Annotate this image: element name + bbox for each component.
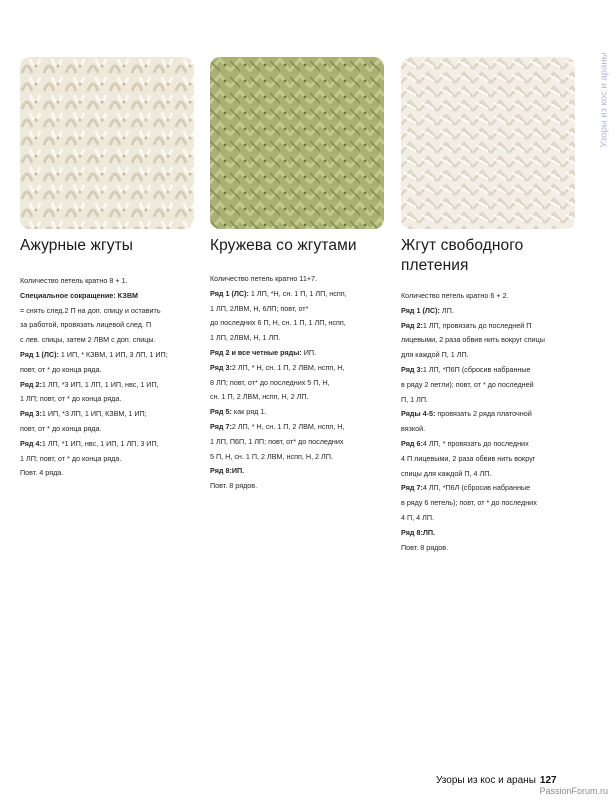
row-label: Специальное сокращение: КЗВМ	[20, 290, 138, 300]
instruction-text: 1 ЛП; повт, от * до конца ряда.	[20, 453, 122, 463]
row-label: Ряд 3:	[210, 362, 232, 372]
row-label: Ряд 2:	[401, 320, 423, 330]
instruction-line	[210, 302, 390, 317]
instruction-text: провязать 2 ряда платочной	[435, 409, 532, 419]
pattern-title: Ажурные жгуты	[20, 237, 134, 254]
instruction-text: сн. 1 П, 2 ЛВМ, нспп, Н, 2 ЛП.	[210, 392, 309, 402]
pattern-instructions	[20, 274, 200, 481]
instruction-line	[210, 435, 390, 450]
instruction-line	[20, 318, 200, 333]
instruction-line	[401, 289, 581, 304]
instruction-line	[401, 481, 581, 496]
instruction-text: Повт. 4 ряда.	[20, 468, 64, 478]
instruction-line	[20, 437, 200, 452]
instruction-line	[20, 289, 200, 304]
swatch-loose-cable	[401, 57, 575, 229]
pattern-loose-cable	[401, 236, 581, 555]
instruction-text: 1 ЛП, 2ЛВМ, Н, 6ЛП; повт, от*	[210, 303, 309, 313]
instruction-line	[210, 287, 390, 302]
instruction-text: 1 ЛП, П6П, 1 ЛП; повт, от* до последних	[210, 436, 344, 446]
instruction-line	[401, 422, 581, 437]
instruction-line	[210, 420, 390, 435]
instruction-text: спицы для каждой П, 4 ЛП.	[401, 468, 492, 478]
instruction-text: в ряду 2 петли); повт, от * до последней	[401, 379, 534, 389]
instruction-line	[401, 541, 581, 556]
instruction-line	[210, 331, 390, 346]
instruction-line	[401, 526, 581, 541]
instruction-line	[401, 393, 581, 408]
pattern-title: Жгут свободного плетения	[401, 237, 524, 274]
instruction-text: 5 П, Н, сн. 1 П, 2 ЛВМ, нспп, Н, 2 ЛП.	[210, 451, 333, 461]
swatch-openwork-cables-texture	[20, 57, 194, 229]
instruction-line	[401, 363, 581, 378]
page-number: 127	[539, 775, 557, 786]
instruction-line	[20, 466, 200, 481]
row-label: Ряд 6:	[401, 438, 423, 448]
instruction-text: за работой, провязать лицевой след. П	[20, 320, 152, 330]
instruction-text: вязкой.	[401, 424, 426, 434]
instruction-text: Количество петель кратно 6 + 2.	[401, 291, 509, 300]
instruction-text: 2 ЛП, * Н, сн. 1 П, 2 ЛВМ, нспп, Н,	[231, 362, 345, 372]
instruction-line	[210, 376, 390, 391]
row-label: Ряд 8:ИП.	[210, 466, 245, 476]
instruction-text: повт, от * до конца ряда.	[20, 364, 102, 374]
instruction-line	[210, 272, 390, 287]
instruction-text: 1 ИП, * КЗВМ, 1 ИП, 3 ЛП, 1 ИП;	[58, 349, 168, 359]
side-section-label: Узоры из кос и араны	[598, 52, 610, 148]
instruction-line	[20, 378, 200, 393]
swatch-lace-cables	[210, 57, 384, 229]
instruction-text: 2 ЛП, * Н, сн. 1 П, 2 ЛВМ, нспп, Н,	[231, 421, 345, 431]
instruction-line	[401, 348, 581, 363]
instruction-text: 4 ЛП, * провязать до последних	[422, 438, 529, 448]
row-label: Ряд 5:	[210, 407, 232, 417]
footer-section-title: Узоры из кос и араны	[436, 775, 536, 786]
swatch-loose-cable-texture	[401, 57, 575, 229]
watermark: PassionForum.ru	[539, 786, 608, 796]
page-footer	[436, 775, 557, 786]
instruction-text: с лев. спицы, затем 2 ЛВМ с доп. спицы.	[20, 335, 156, 345]
instruction-text: 1 ЛП, 2ЛВМ, Н, 1 ЛП.	[210, 333, 281, 343]
instruction-line	[20, 407, 200, 422]
instruction-text: 4 П, 4 ЛП.	[401, 512, 435, 522]
instruction-text: для каждой П, 1 ЛП.	[401, 350, 469, 360]
instruction-line	[210, 405, 390, 420]
row-label: Ряд 2:	[20, 379, 42, 389]
instruction-line	[401, 319, 581, 334]
instruction-text: Количество петель кратно 11+7.	[210, 274, 318, 283]
instruction-text: ИП.	[301, 347, 317, 357]
instruction-text: 1 ЛП, *3 ИП, 1 ЛП, 1 ИП, нвс, 1 ИП,	[41, 379, 159, 389]
row-label: Ряд 1 (ЛС):	[20, 349, 59, 359]
instruction-line	[401, 304, 581, 319]
instruction-line	[210, 479, 390, 494]
instruction-line	[210, 450, 390, 465]
instruction-text: 1 ЛП, *П6П (сбросив набранные	[422, 364, 531, 374]
instruction-line	[20, 304, 200, 319]
instruction-text: П, 1 ЛП.	[401, 394, 429, 404]
pattern-instructions	[210, 272, 390, 494]
instruction-text: 1 ЛП, *1 ИП, нвс, 1 ИП, 1 ЛП, 3 ИП,	[41, 438, 159, 448]
instruction-text: до последних 6 П, Н, сн. 1 П, 1 ЛП, нспп,	[210, 318, 346, 328]
instruction-line	[401, 467, 581, 482]
instruction-line	[20, 363, 200, 378]
instruction-text: как ряд 1.	[231, 407, 267, 417]
row-label: Ряд 8:ЛП.	[401, 527, 436, 537]
instruction-text: Количество петель кратно 8 + 1.	[20, 276, 128, 285]
instruction-text: = снять след.2 П на доп. спицу и оставить	[20, 305, 161, 315]
instruction-line	[210, 316, 390, 331]
swatch-lace-cables-texture	[210, 57, 384, 229]
instruction-text: 4 П лицевыми, 2 раза обвив нить вокруг	[401, 453, 536, 463]
row-label: Ряд 3:	[401, 364, 423, 374]
instruction-line	[210, 346, 390, 361]
instruction-line	[401, 407, 581, 422]
row-label: Ряд 7:	[401, 483, 423, 493]
instruction-line	[401, 378, 581, 393]
instruction-text: 1 ЛП; повт, от * до конца ряда.	[20, 394, 122, 404]
instruction-line	[20, 274, 200, 289]
instruction-text: в ряду 6 петель); повт, от * до последних	[401, 498, 537, 508]
instruction-text: 8 ЛП; повт, от* до последних 5 П, Н,	[210, 377, 330, 387]
pattern-instructions	[401, 289, 581, 555]
instruction-text: 1 ЛП, провязать до последней П	[422, 320, 532, 330]
row-label: Ряд 1 (ЛС):	[401, 305, 440, 315]
instruction-line	[20, 422, 200, 437]
instruction-text: 1 ЛП, *Н, сн. 1 П, 1 ЛП, нспп,	[248, 288, 347, 298]
instruction-line	[210, 390, 390, 405]
instruction-line	[210, 464, 390, 479]
row-label: Ряд 3:	[20, 409, 42, 419]
pattern-openwork-cables	[20, 236, 200, 481]
instruction-line	[20, 452, 200, 467]
side-section-tab	[594, 40, 614, 160]
instruction-line	[20, 348, 200, 363]
swatch-openwork-cables	[20, 57, 194, 229]
instruction-text: Повт. 8 рядов.	[210, 481, 258, 491]
row-label: Ряд 1 (ЛС):	[210, 288, 249, 298]
instruction-text: повт, от * до конца ряда.	[20, 423, 102, 433]
instruction-line	[401, 511, 581, 526]
instruction-text: 1 ИП, *3 ЛП, 1 ИП, КЗВМ, 1 ИП;	[41, 409, 147, 419]
instruction-text: 4 ЛП, *П6Л (сбросив набранные	[422, 483, 531, 493]
row-label: Ряды 4-5:	[401, 409, 436, 419]
row-label: Ряд 4:	[20, 438, 42, 448]
row-label: Ряд 7:	[210, 421, 232, 431]
instruction-line	[20, 333, 200, 348]
row-label: Ряд 2 и все четные ряды:	[210, 347, 302, 357]
pattern-title: Кружева со жгутами	[210, 237, 357, 254]
instruction-line	[210, 361, 390, 376]
instruction-line	[401, 437, 581, 452]
instruction-line	[401, 333, 581, 348]
instruction-text: лицевыми, 2 раза обвив нить вокруг спицы	[401, 335, 545, 345]
instruction-line	[401, 496, 581, 511]
pattern-lace-cables	[210, 236, 390, 494]
instruction-text: ЛП.	[439, 305, 454, 315]
instruction-line	[20, 392, 200, 407]
instruction-text: Повт. 8 рядов.	[401, 542, 449, 552]
instruction-line	[401, 452, 581, 467]
